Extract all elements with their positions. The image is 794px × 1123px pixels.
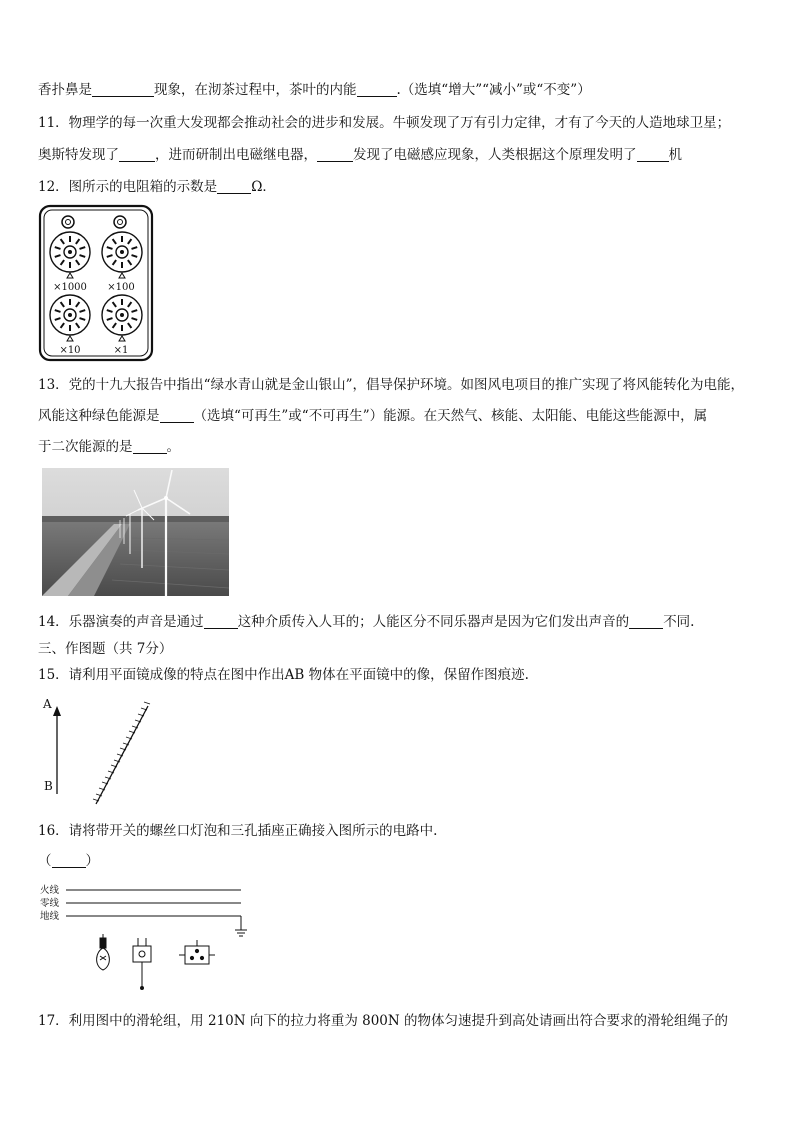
q14-line: 14．乐器演奏的声音是通过 这种介质传入人耳的；人能区分不同乐器声是因为它们发出声音的 不同. <box>38 614 695 630</box>
q12-line: 12．图所示的电阻箱的示数是 Ω． <box>38 179 276 195</box>
wire-label-ground: 地线 <box>40 911 60 922</box>
resistance-box-figure <box>38 204 154 362</box>
q10-blank-1[interactable] <box>92 82 154 97</box>
arrow-head-icon <box>53 706 61 716</box>
label-a: A <box>43 697 52 711</box>
q13-line-3: 于二次能源的是 。 <box>38 439 180 455</box>
q16-blank[interactable] <box>52 853 86 868</box>
lamp-bulb-icon <box>97 934 110 970</box>
q13-blank-1[interactable] <box>160 408 194 423</box>
wire-label-live: 火线 <box>40 885 60 896</box>
q10-line: 香扑鼻是 现象，在沏茶过程中，茶叶的内能 .（选填“增大”“减小”或“不变”） <box>38 82 591 98</box>
dial-label-1: ×1 <box>113 345 129 356</box>
label-b: B <box>44 779 53 793</box>
q11-line-1: 11．物理学的每一次重大发现都会推动社会的进步和发展。牛顿发现了万有引力定律，才有了今天的人造地球卫星； <box>38 115 731 131</box>
q16-answer-blank: （ ） <box>38 853 99 869</box>
q13-blank-2[interactable] <box>133 439 167 454</box>
q14-blank-2[interactable] <box>629 614 663 629</box>
mirror-hatching <box>93 702 150 801</box>
wind-farm-photo <box>42 468 229 596</box>
dial-label-10: ×10 <box>59 345 81 356</box>
ground-symbol-icon <box>235 916 247 936</box>
q17-line: 17．利用图中的滑轮组，用 210N 向下的拉力将重为 800N 的物体匀速提升到高处请画出符合要求的滑轮组绳子的 <box>38 1013 729 1029</box>
circuit-figure <box>38 880 253 990</box>
q11-blank-1[interactable] <box>119 147 155 162</box>
q13-line-2: 风能这种绿色能源是 （选填“可再生”或“不可再生”）能源。在天然气、核能、太阳能、电能这些能源中，属 <box>38 408 708 424</box>
q11-blank-3[interactable] <box>637 147 669 162</box>
q11-blank-2[interactable] <box>317 147 353 162</box>
dial-label-1000: ×1000 <box>53 282 87 293</box>
q15-line: 15．请利用平面镜成像的特点在图中作出AB 物体在平面镜中的像，保留作图痕迹. <box>38 667 529 683</box>
q10-blank-2[interactable] <box>357 82 397 97</box>
dial-label-100: ×100 <box>107 282 135 293</box>
mirror-figure <box>40 696 160 808</box>
switch-icon <box>133 938 151 990</box>
q11-line-2: 奥斯特发现了 ，进而研制出电磁继电器， 发现了电磁感应现象，人类根据这个原理发明了 机 <box>38 147 682 163</box>
wire-label-neutral: 零线 <box>40 898 60 909</box>
q14-blank-1[interactable] <box>204 614 238 629</box>
mirror-drawing <box>40 696 160 808</box>
circuit-drawing <box>38 880 253 990</box>
three-hole-socket-icon <box>179 940 215 964</box>
q12-blank[interactable] <box>217 179 251 194</box>
q16-line: 16．请将带开关的螺丝口灯泡和三孔插座正确接入图所示的电路中. <box>38 823 438 839</box>
section-3-title: 三、作图题（共 7分） <box>38 641 173 657</box>
q13-line-1: 13．党的十九大报告中指出“绿水青山就是金山银山”，倡导保护环境。如图风电项目的推广实现了将风能转化为电能， <box>38 377 744 393</box>
